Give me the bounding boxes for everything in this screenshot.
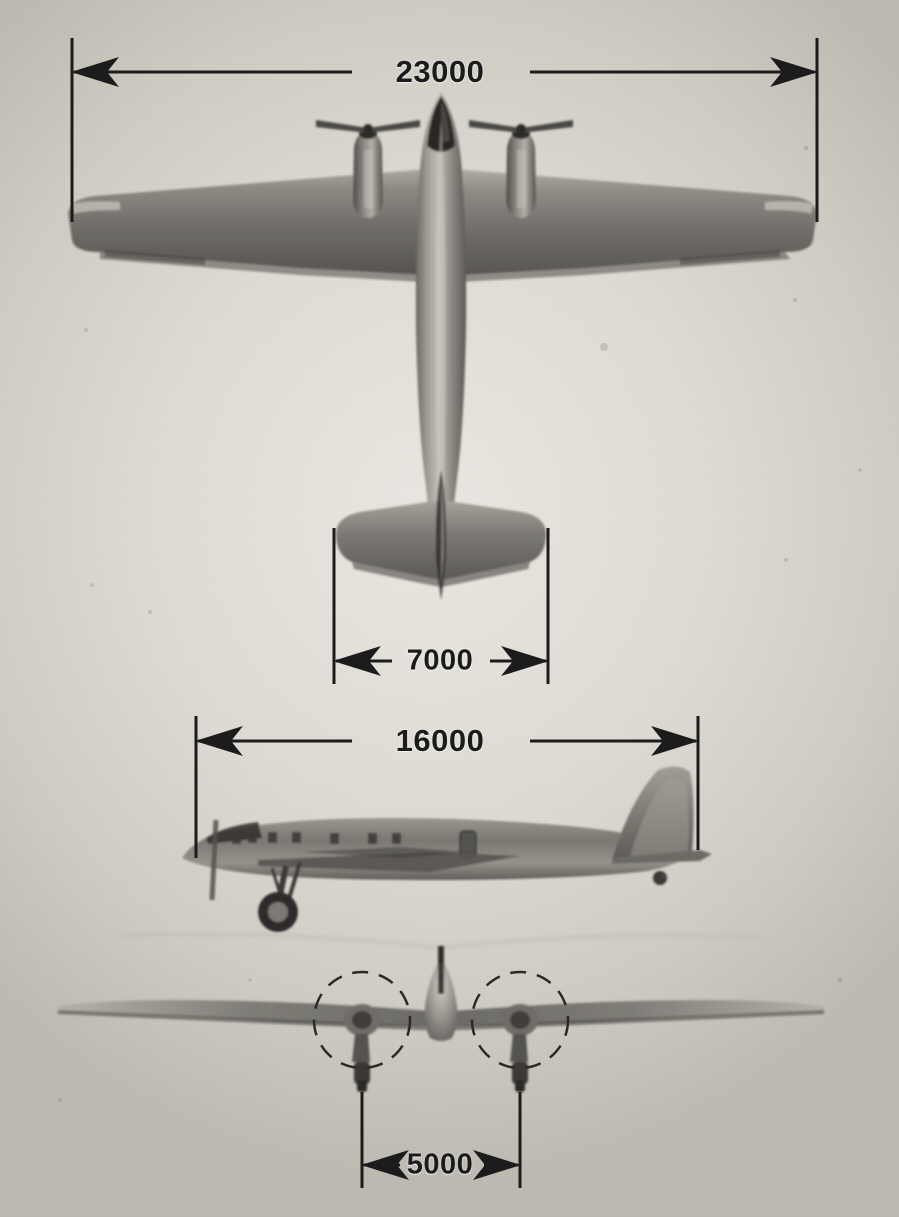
dimension-label-wingspan: 23000 [395,54,485,89]
dimension-label-tailplane-span: 7000 [406,644,474,677]
dimension-label-fuselage-length: 16000 [395,723,485,758]
dimension-label-gear-track: 5000 [406,1148,474,1181]
